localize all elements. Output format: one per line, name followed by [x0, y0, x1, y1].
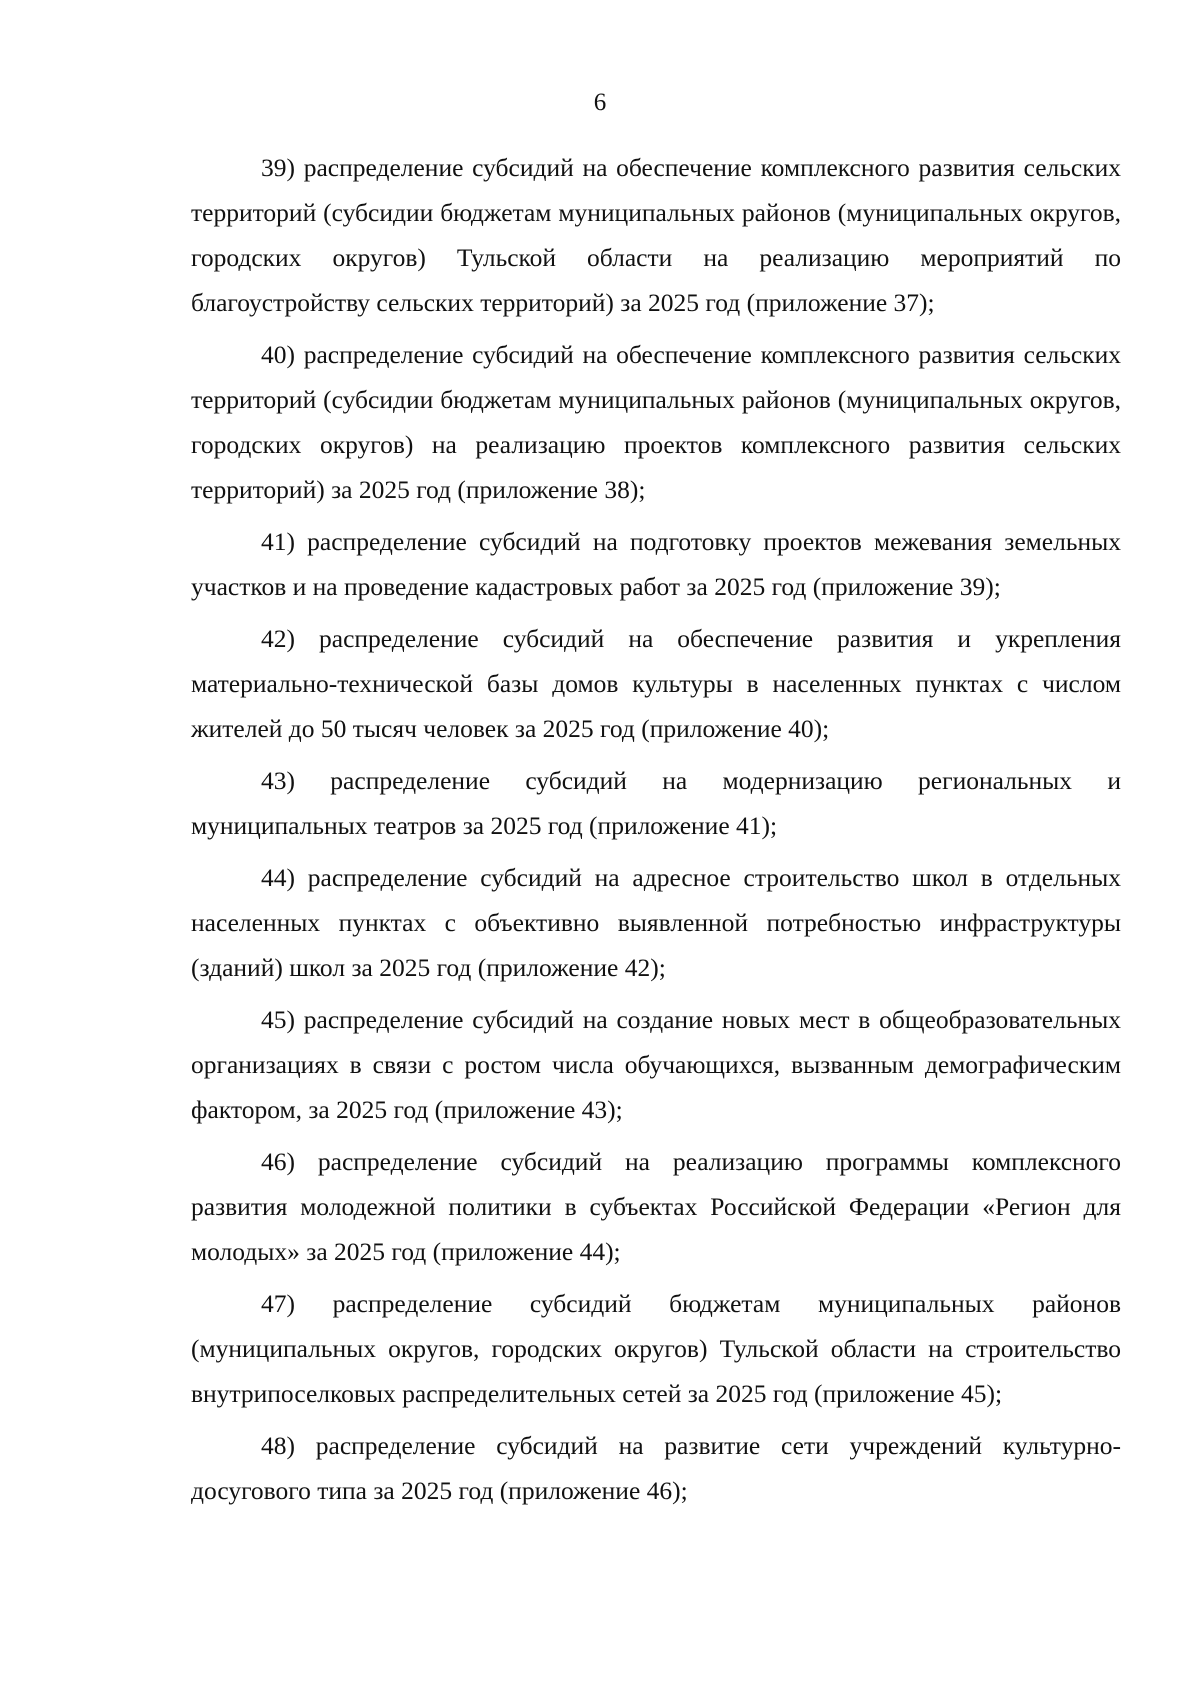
page-number: 6	[593, 89, 607, 116]
document-body	[191, 145, 1121, 1520]
list-item-45: 45) распределение субсидий на создание новых мест в общеобразовательных организациях в связи с ростом числа обучающихся, вызванным демографическим фактором, за 2025 год (приложение 43);	[191, 1005, 1121, 1124]
list-item-46: 46) распределение субсидий на реализацию программы комплексного развития молодежной политики в субъектах Российской Федерации «Регион для молодых» за 2025 год (приложение 44);	[191, 1147, 1121, 1266]
list-item-44: 44) распределение субсидий на адресное строительство школ в отдельных населенных пунктах с объективно выявленной потребностью инфраструктуры (зданий) школ за 2025 год (приложение 42);	[191, 863, 1121, 982]
list-item-42: 42) распределение субсидий на обеспечение развития и укрепления материально-технической базы домов культуры в населенных пунктах с числом жителей до 50 тысяч человек за 2025 год (приложение 40);	[191, 624, 1121, 743]
list-item-48: 48) распределение субсидий на развитие сети учреждений культурно-досугового типа за 2025 год (приложение 46);	[191, 1431, 1121, 1505]
list-item-47: 47) распределение субсидий бюджетам муниципальных районов (муниципальных округов, городских округов) Тульской области на строительство внутрипоселковых распределительных сетей за 2025 год (приложение 45);	[191, 1289, 1121, 1408]
list-item-43: 43) распределение субсидий на модернизацию региональных и муниципальных театров за 2025 год (приложение 41);	[191, 766, 1121, 840]
list-item-41: 41) распределение субсидий на подготовку проектов межевания земельных участков и на проведение кадастровых работ за 2025 год (приложение 39);	[191, 527, 1121, 601]
list-item-39: 39) распределение субсидий на обеспечение комплексного развития сельских территорий (субсидии бюджетам муниципальных районов (муниципальных округов, городских округов) Тульской области на реализацию мероприятий по благоустройству сельских территорий) за 2025 год (приложение 37);	[191, 153, 1121, 317]
list-item-40: 40) распределение субсидий на обеспечение комплексного развития сельских территорий (субсидии бюджетам муниципальных районов (муниципальных округов, городских округов) на реализацию проектов комплексного развития сельских территорий) за 2025 год (приложение 38);	[191, 340, 1121, 504]
